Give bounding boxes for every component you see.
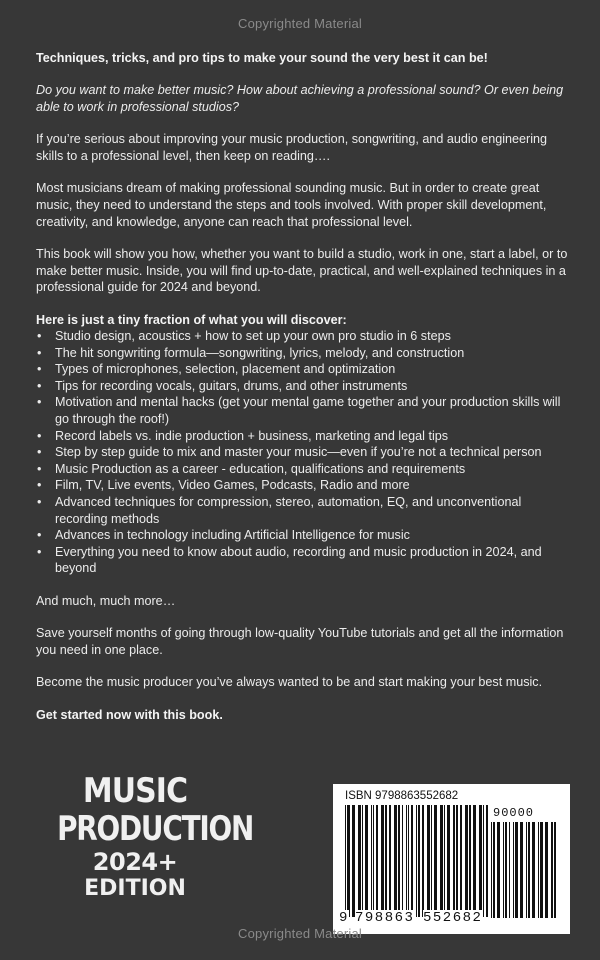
barcode-digits-right: 552682 <box>423 910 483 926</box>
list-item: • Music Production as a career - education, qualifications and requirements <box>55 461 570 478</box>
barcode-bar <box>503 822 504 918</box>
paragraph-more: And much, much more… <box>36 594 176 609</box>
barcode-bar <box>554 822 556 918</box>
barcode-bar <box>540 822 543 918</box>
barcode-addon-number: 90000 <box>493 806 535 820</box>
barcode-bar <box>444 805 445 917</box>
barcode-bar <box>406 805 407 917</box>
title-line-edition: EDITION <box>84 876 186 901</box>
barcode-bar <box>398 805 400 917</box>
barcode-digits-left: 798863 <box>355 910 415 926</box>
barcode-bar <box>434 805 437 917</box>
barcode-bar <box>551 822 553 918</box>
list-item: • Studio design, acoustics + how to set up your own pro studio in 6 steps <box>55 328 570 345</box>
barcode-bar <box>416 805 417 917</box>
barcode-bar <box>352 805 355 917</box>
list-item: • Everything you need to know about audio, recording and music production in 2024, and beyond <box>55 544 570 577</box>
barcode-bar <box>509 822 510 918</box>
barcode-bar <box>493 822 495 918</box>
barcode-bar <box>545 822 548 918</box>
paragraph-save: Save yourself months of going through low-quality YouTube tutorials and get all the information you need in one place. <box>36 626 564 657</box>
list-item: • Step by step guide to mix and master your music—even if you’re not a technical person <box>55 444 570 461</box>
barcode-bar <box>376 805 378 917</box>
paragraph-book: This book will show you how, whether you want to build a studio, work in one, start a label, or to make better music. Inside, you will find up-to-date, practical, and well-explained techniques in a professional guide for 2024 and beyond. <box>36 246 568 295</box>
barcode-bar <box>473 805 476 917</box>
barcode-bar <box>483 805 484 917</box>
title-line-year: 2024+ <box>92 848 178 876</box>
barcode-bar <box>486 805 488 917</box>
barcode-bar <box>431 805 432 917</box>
barcode-bar <box>447 805 450 917</box>
barcode-bar <box>345 805 346 917</box>
paragraph-musicians: Most musicians dream of making professional sounding music. But in order to create great music, they need to understand the steps and tools involved. With proper skill development, creativity, and knowledge, anyone can reach that professional level. <box>36 181 547 229</box>
barcode-bar <box>402 805 403 917</box>
barcode-bar <box>460 805 462 917</box>
feature-list <box>36 328 570 577</box>
list-item: • Motivation and mental hacks (get your mental game together and your production skills will go through the roof!) <box>55 394 570 427</box>
barcode-bar <box>532 822 535 918</box>
barcode-bar <box>365 805 368 917</box>
barcode-bar <box>515 822 518 918</box>
isbn-barcode <box>333 784 570 934</box>
barcode-bar <box>362 805 363 917</box>
barcode-bar <box>373 805 374 917</box>
list-lead: Here is just a tiny fraction of what you will discover: <box>36 312 347 327</box>
tagline: Techniques, tricks, and pro tips to make your sound the very best it can be! <box>36 51 488 65</box>
list-item: • Types of microphones, selection, placement and optimization <box>55 361 570 378</box>
list-item: • Advances in technology including Artificial Intelligence for music <box>55 527 570 544</box>
list-item: • The hit songwriting formula—songwriting, lyrics, melody, and construction <box>55 345 570 362</box>
paragraph-serious: If you’re serious about improving your music production, songwriting, and audio engineering skills to a professional level, then keep on reading…. <box>36 132 548 163</box>
barcode-digit-first: 9 <box>339 910 349 926</box>
barcode-bar <box>418 805 420 917</box>
barcode-addon-bars <box>491 822 559 918</box>
barcode-bar <box>526 822 527 918</box>
barcode-bar <box>513 822 514 918</box>
barcode-bar <box>389 805 391 917</box>
barcode-bar <box>469 805 471 917</box>
title-line-production: PRODUCTION <box>57 809 254 849</box>
barcode-bar <box>520 822 523 918</box>
call-to-action: Get started now with this book. <box>36 707 223 722</box>
barcode-bar <box>385 805 387 917</box>
blurb <box>36 50 570 739</box>
list-item: • Film, TV, Live events, Video Games, Podcasts, Radio and more <box>55 477 570 494</box>
barcode-bar <box>427 805 430 917</box>
barcode-bar <box>538 822 539 918</box>
paragraph-become: Become the music producer you’ve always wanted to be and start making your best music. <box>36 675 543 690</box>
isbn-label: ISBN 9798863552682 <box>345 790 459 802</box>
list-item: • Advanced techniques for compression, stereo, automation, EQ, and unconventional recording methods <box>55 494 570 527</box>
list-item: • Record labels vs. indie production + business, marketing and legal tips <box>55 428 570 445</box>
book-title <box>40 771 254 902</box>
intro-questions: Do you want to make better music? How about achieving a professional sound? Or even being able to work in professional studios? <box>36 83 564 114</box>
barcode-bar <box>408 805 409 917</box>
watermark-bottom: Copyrighted Material <box>238 926 362 941</box>
barcode-bar <box>505 822 507 918</box>
title-line-music: MUSIC <box>82 771 188 811</box>
list-item: • Tips for recording vocals, guitars, drums, and other instruments <box>55 378 570 395</box>
barcode-bar <box>497 822 500 918</box>
watermark-top: Copyrighted Material <box>238 16 362 31</box>
barcode-bar <box>381 805 384 917</box>
barcode-bar <box>394 805 397 917</box>
barcode-bar <box>479 805 482 917</box>
barcode-bar <box>465 805 468 917</box>
barcode-main-bars <box>345 805 489 917</box>
barcode-bar <box>528 822 530 918</box>
barcode-bar <box>422 805 424 917</box>
barcode-bar <box>347 805 350 917</box>
barcode-bar <box>411 805 413 917</box>
barcode-bar <box>440 805 443 917</box>
barcode-bar <box>491 822 492 918</box>
barcode-bar <box>453 805 455 917</box>
barcode-bar <box>358 805 361 917</box>
barcode-bar <box>371 805 372 917</box>
barcode-bar <box>456 805 458 917</box>
